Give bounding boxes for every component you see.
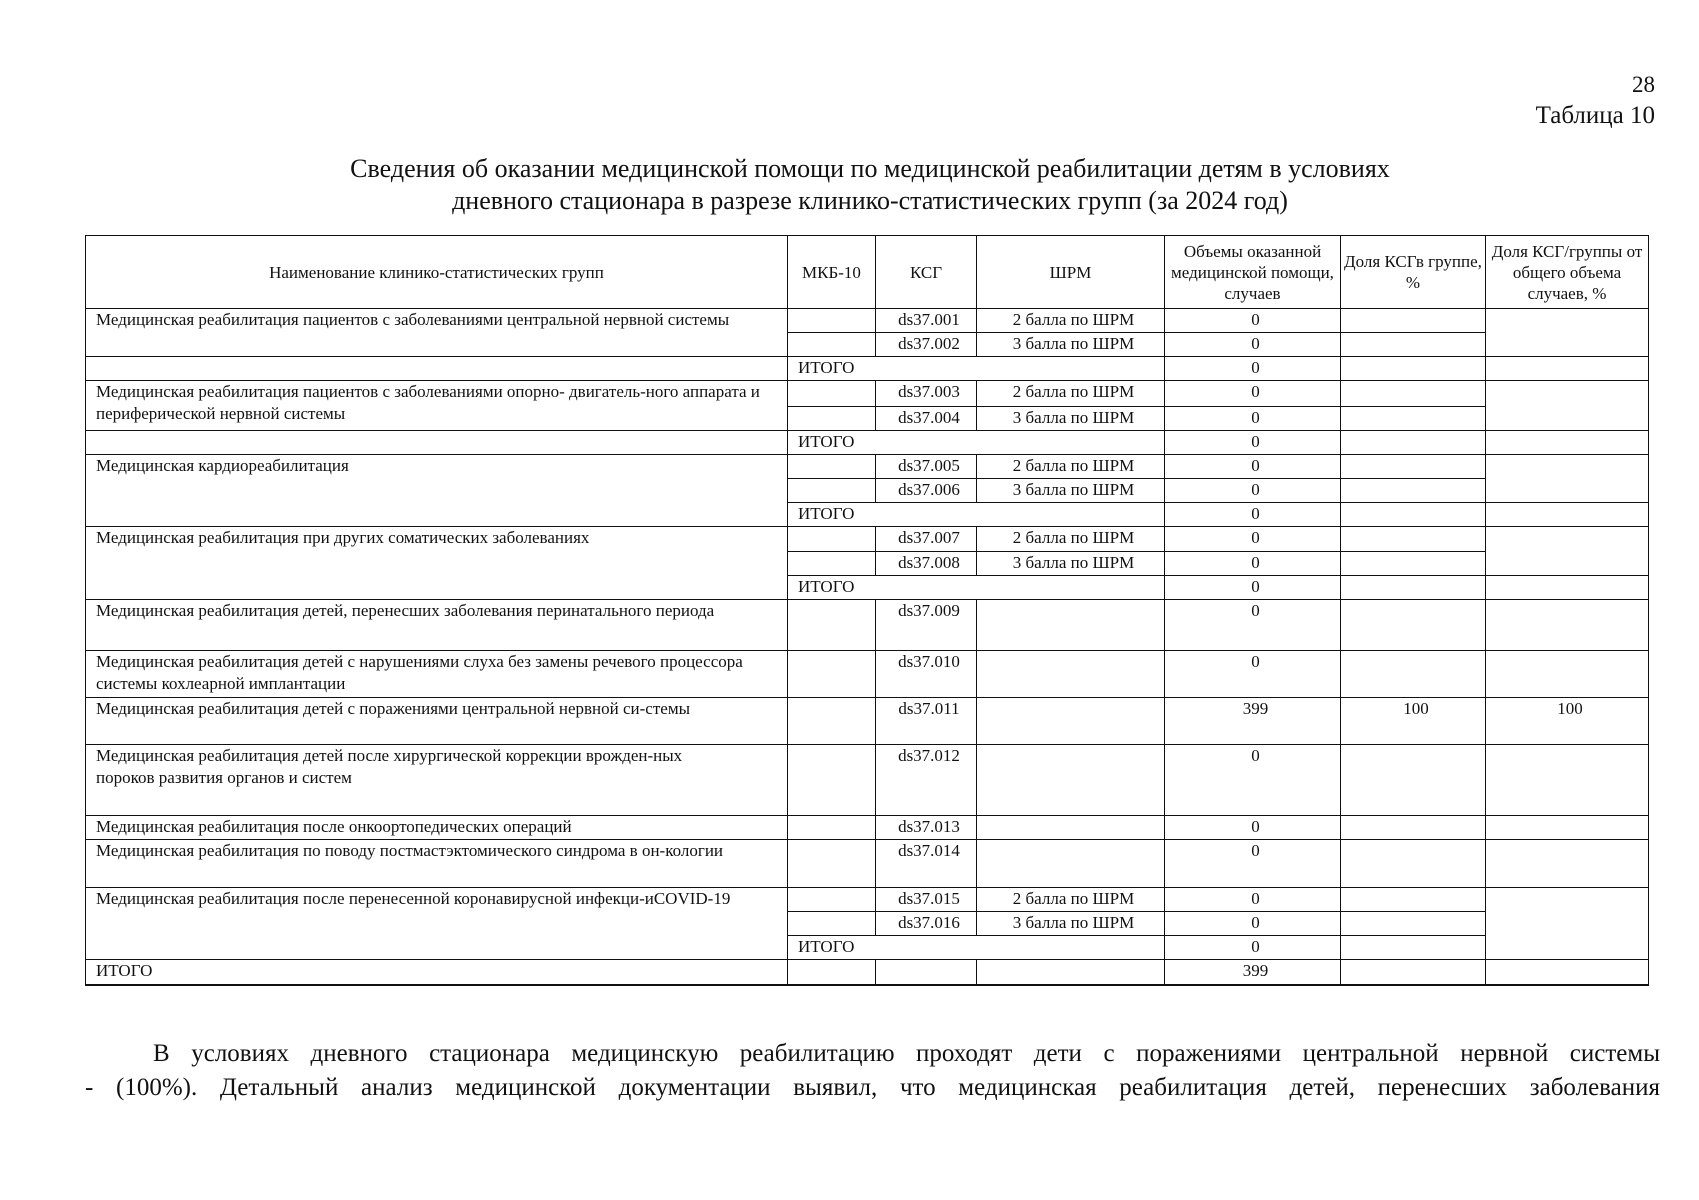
volume-cell: 0 bbox=[1165, 455, 1341, 479]
volume-cell: 0 bbox=[1165, 552, 1341, 576]
ksg-code: ds37.007 bbox=[876, 527, 977, 552]
share-group-cell bbox=[1341, 840, 1486, 888]
shrm-cell: 3 балла по ШРМ bbox=[977, 333, 1165, 357]
share-total-cell bbox=[1486, 576, 1649, 600]
volume-cell: 399 bbox=[1165, 698, 1341, 745]
group-name: Медицинская реабилитация детей, перенесших заболевания перинатального периода bbox=[86, 600, 788, 651]
share-total-cell bbox=[1486, 651, 1649, 698]
ksg-code: ds37.003 bbox=[876, 381, 977, 407]
paragraph-line-1: В условиях дневного стационара медицинскую реабилитацию проходят дети с поражениями центральной нервной системы bbox=[153, 1040, 1660, 1067]
shrm-cell bbox=[977, 816, 1165, 840]
share-group-cell bbox=[1341, 912, 1486, 936]
share-group-cell bbox=[1341, 936, 1486, 960]
name-cell bbox=[86, 431, 788, 455]
grand-total-label: ИТОГО bbox=[86, 960, 788, 985]
share-group-cell bbox=[1341, 600, 1486, 651]
group-name: Медицинская реабилитация детей с нарушениями слуха без замены речевого процессора системы кохлеарной имплантации bbox=[86, 651, 788, 698]
page-number: 28 bbox=[1632, 72, 1655, 97]
share-total-cell bbox=[1486, 503, 1649, 527]
group-total-row bbox=[86, 431, 1649, 455]
share-group-cell bbox=[1341, 455, 1486, 479]
header-ksg: КСГ bbox=[876, 236, 977, 309]
volume-cell: 0 bbox=[1165, 503, 1341, 527]
shrm-cell: 3 балла по ШРМ bbox=[977, 912, 1165, 936]
group-name: Медицинская реабилитация после перенесенной коронавирусной инфекци-иCOVID-19 bbox=[86, 888, 788, 960]
ksg-code: ds37.006 bbox=[876, 479, 977, 503]
volume-cell: 0 bbox=[1165, 527, 1341, 552]
share-total-cell bbox=[1486, 840, 1649, 888]
volume-cell: 0 bbox=[1165, 357, 1341, 381]
volume-cell: 0 bbox=[1165, 936, 1341, 960]
table-label: Таблица 10 bbox=[1535, 102, 1655, 129]
ksg-code: ds37.010 bbox=[876, 651, 977, 698]
group-name: Медицинская реабилитация детей после хирургической коррекции врожден-ных пороков развития органов и систем bbox=[86, 745, 788, 816]
ksg-code: ds37.014 bbox=[876, 840, 977, 888]
share-group-cell: 100 bbox=[1341, 698, 1486, 745]
volume-cell: 0 bbox=[1165, 840, 1341, 888]
shrm-cell: 3 балла по ШРМ bbox=[977, 479, 1165, 503]
shrm-cell: 2 балла по ШРМ bbox=[977, 381, 1165, 407]
share-group-cell bbox=[1341, 333, 1486, 357]
share-group-cell bbox=[1341, 407, 1486, 431]
shrm-cell: 2 балла по ШРМ bbox=[977, 888, 1165, 912]
share-group-cell bbox=[1341, 745, 1486, 816]
share-total-cell bbox=[1486, 527, 1649, 576]
shrm-cell bbox=[977, 600, 1165, 651]
volume-cell: 0 bbox=[1165, 888, 1341, 912]
ksg-code: ds37.002 bbox=[876, 333, 977, 357]
volume-cell: 0 bbox=[1165, 651, 1341, 698]
ksg-code: ds37.001 bbox=[876, 309, 977, 333]
mkb-cell bbox=[788, 698, 876, 745]
ksg-code: ds37.016 bbox=[876, 912, 977, 936]
volume-cell: 0 bbox=[1165, 600, 1341, 651]
share-total-cell bbox=[1486, 816, 1649, 840]
shrm-cell bbox=[977, 960, 1165, 985]
ksg-code: ds37.012 bbox=[876, 745, 977, 816]
name-cell bbox=[86, 357, 788, 381]
table-header-row bbox=[86, 236, 1649, 309]
share-total-cell bbox=[1486, 960, 1649, 985]
table-row bbox=[86, 698, 1649, 745]
shrm-cell: 2 балла по ШРМ bbox=[977, 455, 1165, 479]
shrm-cell: 3 балла по ШРМ bbox=[977, 407, 1165, 431]
volume-cell: 0 bbox=[1165, 309, 1341, 333]
share-group-cell bbox=[1341, 381, 1486, 407]
mkb-cell bbox=[788, 651, 876, 698]
share-group-cell bbox=[1341, 651, 1486, 698]
mkb-cell bbox=[788, 381, 876, 407]
table-row bbox=[86, 381, 1649, 407]
ksg-cell bbox=[876, 960, 977, 985]
document-title bbox=[0, 153, 1699, 217]
volume-cell: 0 bbox=[1165, 407, 1341, 431]
ksg-code: ds37.011 bbox=[876, 698, 977, 745]
group-name: Медицинская реабилитация пациентов с заболеваниями опорно- двигатель-ного аппарата и периферической нервной системы bbox=[86, 381, 788, 431]
share-total-cell bbox=[1486, 888, 1649, 960]
volume-cell: 0 bbox=[1165, 333, 1341, 357]
volume-cell: 0 bbox=[1165, 431, 1341, 455]
title-line-2: дневного стационара в разрезе клинико-статистических групп (за 2024 год) bbox=[452, 186, 1288, 215]
itogo-label: ИТОГО bbox=[788, 936, 1165, 960]
itogo-label: ИТОГО bbox=[788, 357, 1165, 381]
ksg-code: ds37.013 bbox=[876, 816, 977, 840]
table-row bbox=[86, 888, 1649, 912]
share-total-cell bbox=[1486, 431, 1649, 455]
table-row bbox=[86, 816, 1649, 840]
header-volume: Объемы оказанной медицинской помощи, случаев bbox=[1165, 236, 1341, 309]
share-group-cell bbox=[1341, 816, 1486, 840]
shrm-cell: 3 балла по ШРМ bbox=[977, 552, 1165, 576]
table-row bbox=[86, 600, 1649, 651]
mkb-cell bbox=[788, 333, 876, 357]
volume-cell: 0 bbox=[1165, 912, 1341, 936]
share-total-cell bbox=[1486, 309, 1649, 357]
group-total-row bbox=[86, 357, 1649, 381]
ksg-code: ds37.005 bbox=[876, 455, 977, 479]
share-total-cell bbox=[1486, 600, 1649, 651]
table-row bbox=[86, 527, 1649, 552]
volume-cell: 0 bbox=[1165, 479, 1341, 503]
shrm-cell: 2 балла по ШРМ bbox=[977, 527, 1165, 552]
paragraph-line-2: - (100%). Детальный анализ медицинской документации выявил, что медицинская реабилитация детей, перенесших заболевания bbox=[85, 1074, 1660, 1101]
itogo-label: ИТОГО bbox=[788, 503, 1165, 527]
group-name: Медицинская кардиореабилитация bbox=[86, 455, 788, 527]
share-group-cell bbox=[1341, 527, 1486, 552]
ksg-table bbox=[85, 235, 1649, 986]
body-paragraph bbox=[85, 1037, 1660, 1105]
mkb-cell bbox=[788, 745, 876, 816]
header-mkb: МКБ-10 bbox=[788, 236, 876, 309]
table-row bbox=[86, 745, 1649, 816]
ksg-code: ds37.009 bbox=[876, 600, 977, 651]
mkb-cell bbox=[788, 912, 876, 936]
share-group-cell bbox=[1341, 431, 1486, 455]
table-row bbox=[86, 309, 1649, 333]
header-name: Наименование клинико-статистических групп bbox=[86, 236, 788, 309]
header-share-group: Доля КСГв группе, % bbox=[1341, 236, 1486, 309]
table-row bbox=[86, 840, 1649, 888]
ksg-code: ds37.004 bbox=[876, 407, 977, 431]
share-total-cell bbox=[1486, 357, 1649, 381]
group-name: Медицинская реабилитация по поводу постмастэктомического синдрома в он-кологии bbox=[86, 840, 788, 888]
mkb-cell bbox=[788, 888, 876, 912]
mkb-cell bbox=[788, 479, 876, 503]
mkb-cell bbox=[788, 552, 876, 576]
share-group-cell bbox=[1341, 503, 1486, 527]
ksg-code: ds37.015 bbox=[876, 888, 977, 912]
share-group-cell bbox=[1341, 552, 1486, 576]
title-line-1: Сведения об оказании медицинской помощи по медицинской реабилитации детям в условиях bbox=[350, 154, 1390, 183]
mkb-cell bbox=[788, 527, 876, 552]
group-name: Медицинская реабилитация пациентов с заболеваниями центральной нервной системы bbox=[86, 309, 788, 357]
mkb-cell bbox=[788, 816, 876, 840]
shrm-cell bbox=[977, 745, 1165, 816]
grand-total-row bbox=[86, 960, 1649, 985]
share-total-cell: 100 bbox=[1486, 698, 1649, 745]
volume-cell: 0 bbox=[1165, 745, 1341, 816]
share-group-cell bbox=[1341, 309, 1486, 333]
shrm-cell: 2 балла по ШРМ bbox=[977, 309, 1165, 333]
share-total-cell bbox=[1486, 455, 1649, 503]
share-group-cell bbox=[1341, 576, 1486, 600]
group-name: Медицинская реабилитация при других соматических заболеваниях bbox=[86, 527, 788, 600]
share-group-cell bbox=[1341, 357, 1486, 381]
grand-total-volume: 399 bbox=[1165, 960, 1341, 985]
table-row bbox=[86, 651, 1649, 698]
table-row bbox=[86, 455, 1649, 479]
mkb-cell bbox=[788, 455, 876, 479]
group-name: Медицинская реабилитация детей с поражениями центральной нервной си-стемы bbox=[86, 698, 788, 745]
shrm-cell bbox=[977, 651, 1165, 698]
share-group-cell bbox=[1341, 960, 1486, 985]
ksg-code: ds37.008 bbox=[876, 552, 977, 576]
mkb-cell bbox=[788, 309, 876, 333]
header-shrm: ШРМ bbox=[977, 236, 1165, 309]
mkb-cell bbox=[788, 840, 876, 888]
mkb-cell bbox=[788, 960, 876, 985]
mkb-cell bbox=[788, 600, 876, 651]
volume-cell: 0 bbox=[1165, 381, 1341, 407]
volume-cell: 0 bbox=[1165, 576, 1341, 600]
share-total-cell bbox=[1486, 745, 1649, 816]
group-name: Медицинская реабилитация после онкоортопедических операций bbox=[86, 816, 788, 840]
shrm-cell bbox=[977, 698, 1165, 745]
mkb-cell bbox=[788, 407, 876, 431]
shrm-cell bbox=[977, 840, 1165, 888]
share-total-cell bbox=[1486, 381, 1649, 431]
volume-cell: 0 bbox=[1165, 816, 1341, 840]
share-group-cell bbox=[1341, 888, 1486, 912]
share-group-cell bbox=[1341, 479, 1486, 503]
itogo-label: ИТОГО bbox=[788, 431, 1165, 455]
itogo-label: ИТОГО bbox=[788, 576, 1165, 600]
header-share-total: Доля КСГ/группы от общего объема случаев, % bbox=[1486, 236, 1649, 309]
